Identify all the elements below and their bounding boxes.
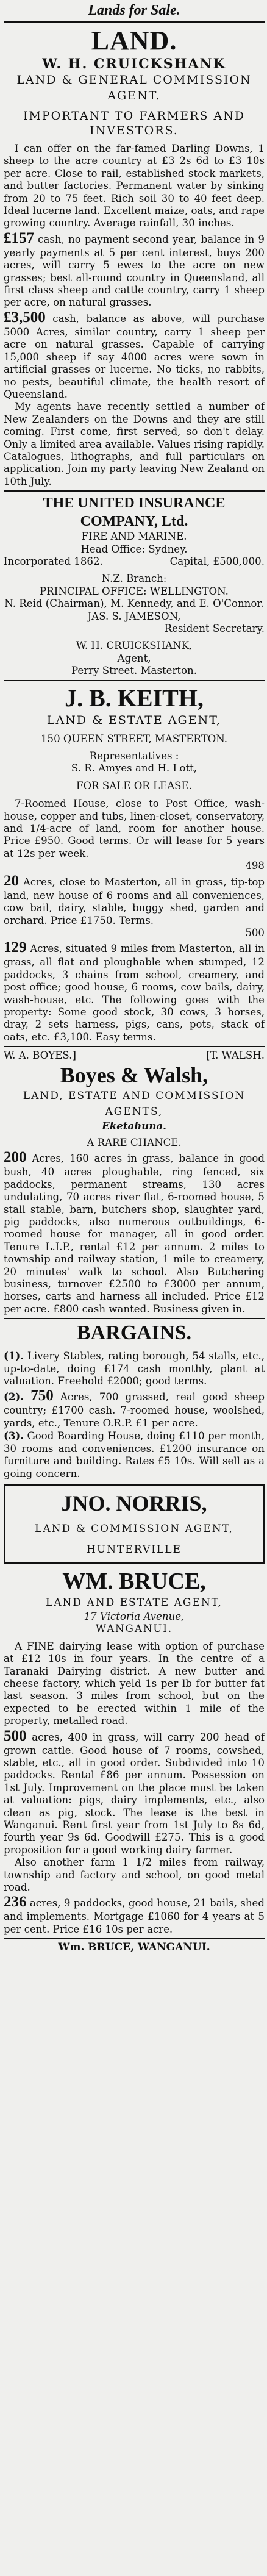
bruce-name: WM. BRUCE, [62,1568,206,1594]
offer1-text: cash, no payment second year, balance in 9 yearly payments at 5 per cent interest, buys 200 acres, will carry 5 ewes to the acre on new grasses; best all-round country in Queensland, all first class sheep and cattle country, carry 1 sheep per acre, on natural grasses. [4,233,265,309]
incorporated: Incorporated 1862. [4,555,103,567]
bargains-title: BARGAINS. [77,1322,191,1345]
sale-heading: FOR SALE OR LEASE. [76,779,192,792]
principal-office: PRINCIPAL OFFICE: WELLINGTON. [40,585,229,597]
keith-role: LAND & ESTATE AGENT, [46,713,222,727]
keith-item-3: Acres, situated 9 miles from Masterton, all in grass, all flat and ploughable when stumped, 12 paddocks, 3 chains from school, creamery, and post office; good house, 6 rooms, cow bails, dairy, wash-house, etc. The following goes with the property: Some good stock, 30 cows, 3 horses, dray, 2 sets harness, pigs, cans, pots, stack of oats, etc. £3,100. Easy terms. [4,943,265,1043]
insurance-ad [4,494,265,677]
insurance-name-2: COMPANY, Ltd. [80,513,188,530]
agent-name: W. H. CRUICKSHANK [42,56,226,72]
cruickshank-ad [4,25,265,488]
bruce-role: LAND AND ESTATE AGENT, [45,1596,222,1609]
keith-item-3-num: 129 [4,939,27,956]
keith-item-2: Acres, close to Masterton, all in grass, tip-top land, new house of 6 rooms and all conveniences, cow bail, dairy, stable, buggy shed, garden and orchard. Price £1750. Terms. [4,876,265,926]
keith-item-2-num: 20 [4,872,19,889]
norris-ad [4,1484,265,1564]
rare-chance: A RARE CHANCE. [87,1136,182,1148]
bruce-body-1: A FINE dairying lease with option of purchase at £12 10s in four years. In the centre of a Taranaki Dairying district. A new butter and cheese factory, which yeld 1s per lb for butter fat last season. 3 miles from school, but on the expected to be erected within 1 mile of the property, metalled road. [4,1640,265,1727]
divider [4,680,265,681]
divider [4,1318,265,1319]
bargain-2-amount: 750 [30,1387,54,1404]
bargain-2-num: (2). [4,1390,24,1403]
bruce-num-2: 236 [4,1894,27,1911]
boyes-role-2: AGENTS, [105,1105,163,1118]
norris-town: HUNTERVILLE [87,1543,182,1556]
bargain-1-num: (1). [4,1350,24,1362]
bruce-footer: Wm. BRUCE, WANGANUI. [58,1941,210,1954]
head-office: Head Office: Sydney. [80,543,188,555]
bruce-ad [4,1568,265,1954]
nz-branch: N.Z. Branch: [101,573,167,585]
boyes-role-1: LAND, ESTATE AND COMMISSION [23,1089,246,1102]
insurance-agent-role: Agent, [117,652,151,664]
keith-address: 150 QUEEN STREET, MASTERTON. [40,732,228,745]
boyes-name: Boyes & Walsh, [60,1062,208,1087]
reps-label: Representatives : [89,750,179,762]
bruce-town: WANGANUI. [95,1623,173,1635]
partners-row [4,1050,265,1062]
boyes-town: Eketahuna. [102,1119,166,1132]
divider [4,490,265,492]
notice-heading: IMPORTANT TO FARMERS AND INVESTORS. [23,109,246,137]
offer2-amount: £3,500 [4,309,46,326]
insurance-agent: W. H. CRUICKSHANK, [76,640,193,652]
resident-secretary-role: Resident Secretary. [164,623,265,634]
divider [4,1046,265,1047]
keith-ad [4,684,265,1044]
divider [4,1938,265,1939]
insurance-agent-address: Perry Street. Masterton. [71,665,198,677]
ad-title: LAND. [91,26,177,55]
offer2-text: cash, balance as above, will purchase 5000 Acres, similar country, carry 1 sheep per acre on natural grasses. Capable of carrying 15,000 sheep if say 4000 acres were sown in artificial grasses or lucerne. No ticks, no rabbits, no pests, beautiful climate, the health resort of Queensland. [4,312,265,400]
bargains-ad [4,1322,265,1480]
intro-paragraph: I can offer on the far-famed Darling Downs, 1 sheep to the acre country at £3 2s 6d to £3 10s per acre. Close to rail, established stock markets, and butter factories. Permanent water by sinking from 20 to 75 feet. Rich soil 30 to 40 feet deep. Ideal lucerne land. Excellent maize, oats, and rape growing country. Average rainfall, 30 inches. [4,143,265,229]
agent-role: LAND & GENERAL COMMISSION AGENT. [16,73,252,102]
capital: Capital, £500,000. [169,555,265,567]
insurance-lines: FIRE AND MARINE. [81,531,187,543]
bruce-address: 17 Victoria Avenue, [84,1610,185,1622]
bruce-num-1: 500 [4,1727,27,1744]
section-header: Lands for Sale. [88,2,180,18]
bargain-1: Livery Stables, rating borough, 54 stalls, etc., up-to-date, doing £174 cash monthly, plant at valuation. Freehold £2000; good terms. [4,1350,265,1387]
incorporation-row [4,556,265,568]
partner-right: [T. WALSH. [206,1050,265,1062]
body-paragraph: My agents have recently settled a number of New Zealanders on the Downs and they are still coming. First come, first served, so don't delay. Only a limited area available. Values rising rapidly. Catalogues, lithographs, and full particulars on application. Join my party leaving New Zealand on 10th July. [4,401,265,487]
divider [4,21,265,23]
bargain-3-num: (3). [4,1429,24,1442]
bargain-2: Acres, 700 grassed, real good sheep country; £1700 cash. 7-roomed house, woolshed, yards, etc., Tenure O.R.P. £1 per acre. [4,1391,265,1429]
insurance-name-1: THE UNITED INSURANCE [43,495,226,512]
directors: N. Reid (Chairman), M. Kennedy, and E. O'Connor. [4,598,264,610]
offer1-amount: £157 [4,229,34,246]
boyes-num: 200 [4,1149,27,1166]
norris-name: JNO. NORRIS, [61,1490,207,1515]
keith-item-1-ref: 498 [245,860,265,872]
bruce-body-3: Also another farm 1 1/2 miles from railway, township and factory and school, on good metal road. [4,1856,265,1894]
norris-role: LAND & COMMISSION AGENT, [35,1522,233,1535]
partner-left: W. A. BOYES.] [4,1050,76,1062]
boyes-walsh-ad [4,1050,265,1315]
bargain-3: Good Boarding House, doing £110 per month, 30 rooms and conveniences. £1200 insurance on furniture and building. Rates £5 10s. Will sell as a going concern. [4,1430,265,1479]
resident-secretary: JAS. S. JAMESON, [87,610,181,622]
keith-name: J. B. KEITH, [65,684,204,712]
boyes-body: Acres, 160 acres in grass, balance in good bush, 40 acres ploughable, ring fenced, six paddocks, permanent streams, 130 acres undulating, 70 acres river flat, 6-roomed house, 5 stall stable, barn, butchers shop, slaughter yard, pig paddocks, also numerous outbuildings, 6-roomed house for manager, all in good order. Tenure L.I.P., rental £12 per annum. 2 miles to township and railway station, 1 mile to creamery, 20 minutes' walk to school. Also Butchering business, turnover £2500 to £3000 per annum, horses, carts and harness all included. Price £12 per acre. £800 cash wanted. Business given in. [4,1153,265,1315]
reps: S. R. Amyes and H. Lott, [71,762,198,775]
keith-item-2-ref: 500 [245,926,265,939]
keith-item-1: 7-Roomed House, close to Post Office, wash-house, copper and tubs, linen-closet, conservatory, and 1/4-acre of land, room for another house. Price £950. Good terms. Or will lease for 5 years at 12s per week. [4,798,265,859]
bruce-body-4: acres, 9 paddocks, good house, 21 bails, shed and implements. Mortgage £1060 for 4 years at 5 per cent. Price £16 10s per acre. [4,1897,265,1935]
bruce-body-2: acres, 400 in grass, will carry 200 head of grown cattle. Good house of 7 rooms, cowshed, stable, etc., all in good order. Subdivided into 10 paddocks. Rental £86 per annum. Possession on 1st July. Improvement on the place must be taken at valuation: pigs, dairy implements, etc., also clean as pig, stock. The lease is the best in Wanganui. Rent first year from 1st July to 8s 6d, fourth year 9s 6d. Goodwill £275. This is a good proposition for a good working dairy farmer. [4,1731,265,1856]
